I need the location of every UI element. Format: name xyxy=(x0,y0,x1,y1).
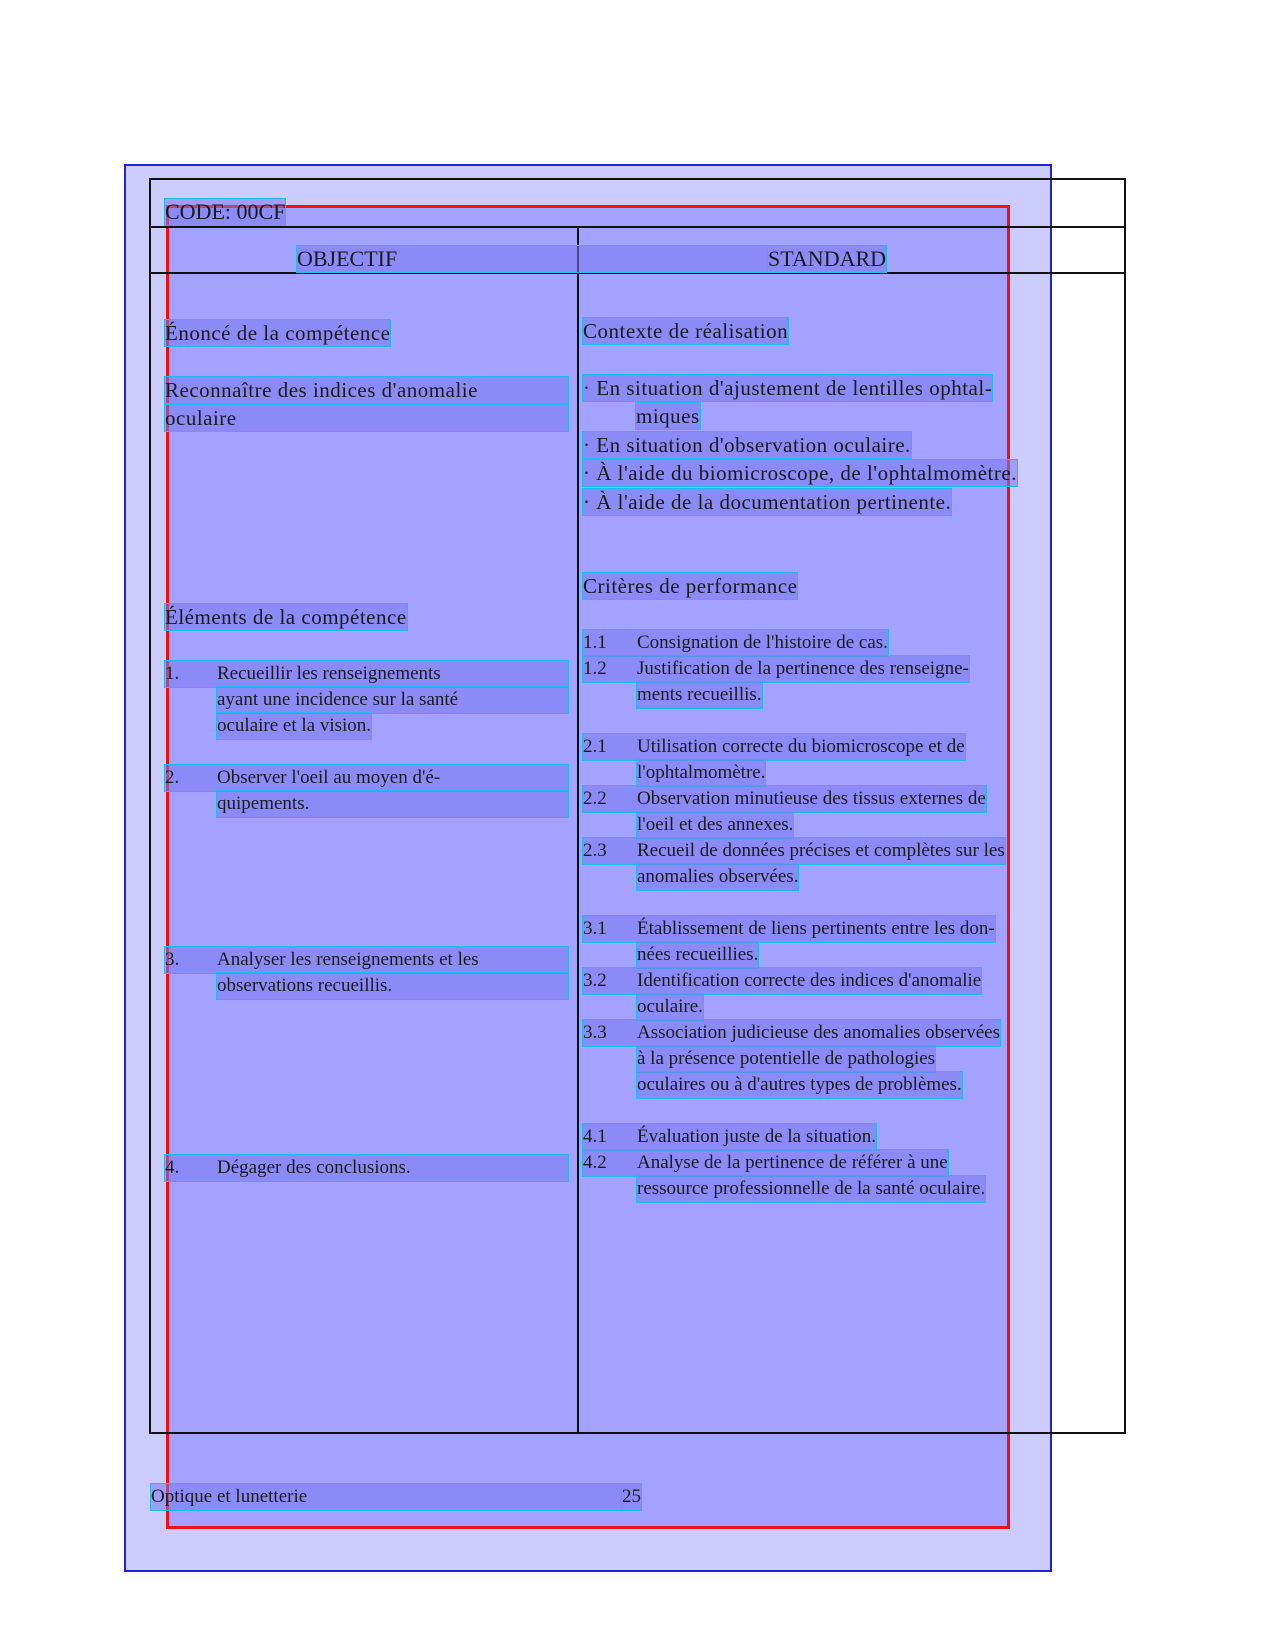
competence-line-2: oculaire xyxy=(165,405,568,431)
critere-number: 3.3 xyxy=(583,1022,607,1043)
objectif-label: OBJECTIF xyxy=(297,246,398,271)
critere-3-1 xyxy=(583,916,995,942)
element-number: 3. xyxy=(165,949,180,970)
element-2-line-2: quipements. xyxy=(217,791,568,817)
column-separator xyxy=(577,227,579,1432)
element-3-line-2: observations recueillis. xyxy=(217,973,568,999)
contexte-item-3: · À l'aide du biomicroscope, de l'ophtalmomètre. xyxy=(583,461,1017,485)
critere-text: Établissement de liens pertinents entre les don- xyxy=(637,918,995,939)
element-number: 2. xyxy=(165,767,180,788)
element-text: Analyser les renseignements et les xyxy=(217,949,479,970)
critere-text: Analyse de la pertinence de référer à une xyxy=(637,1152,948,1173)
column-header-objectif xyxy=(297,246,767,272)
element-number: 1. xyxy=(165,663,180,684)
element-text: Dégager des conclusions. xyxy=(217,1157,411,1178)
element-1-line-1 xyxy=(165,661,568,687)
critere-text: Association judicieuse des anomalies observées xyxy=(637,1022,1001,1043)
contexte-item-4: · À l'aide de la documentation pertinente. xyxy=(583,490,952,514)
critere-2-1-cont: l'ophtalmomètre. xyxy=(637,760,765,786)
critere-3-1-cont: nées recueillies. xyxy=(637,942,758,968)
critere-text: Identification correcte des indices d'anomalie xyxy=(637,970,982,991)
enonce-title: Énoncé de la compétence xyxy=(165,321,391,345)
critere-text: Recueil de données précises et complètes sur les xyxy=(637,840,1005,861)
element-4-line-1 xyxy=(165,1155,568,1181)
critere-number: 3.2 xyxy=(583,970,607,991)
contexte-item-1-cont: miques xyxy=(636,404,700,428)
critere-number: 4.2 xyxy=(583,1152,607,1173)
column-header-standard: STANDARD xyxy=(768,246,887,271)
element-3-line-1 xyxy=(165,947,568,973)
critere-3-2 xyxy=(583,968,981,994)
critere-1-2 xyxy=(583,656,969,682)
element-1-line-2: ayant une incidence sur la santé xyxy=(217,687,568,713)
critere-number: 1.2 xyxy=(583,658,607,679)
critere-3-3-cont-1: à la présence potentielle de pathologies xyxy=(637,1046,935,1072)
critere-text: Observation minutieuse des tissus externes de xyxy=(637,788,986,809)
competence-line-1: Reconnaître des indices d'anomalie xyxy=(165,377,568,403)
element-1-line-3: oculaire et la vision. xyxy=(217,713,371,739)
critere-number: 2.3 xyxy=(583,840,607,861)
critere-number: 4.1 xyxy=(583,1126,607,1147)
critere-number: 1.1 xyxy=(583,632,607,653)
critere-text: Utilisation correcte du biomicroscope et de xyxy=(637,736,965,757)
critere-2-1 xyxy=(583,734,965,760)
contexte-title: Contexte de réalisation xyxy=(583,319,789,343)
critere-3-3 xyxy=(583,1020,1000,1046)
contexte-item-2: · En situation d'observation oculaire. xyxy=(583,433,911,457)
footer-page-number: 25 xyxy=(622,1484,641,1510)
code-label: CODE: 00CF xyxy=(165,199,286,224)
element-text: Recueillir les renseignements xyxy=(217,663,441,684)
critere-3-2-cont: oculaire. xyxy=(637,994,703,1020)
elements-title: Éléments de la compétence xyxy=(165,605,407,629)
critere-1-1 xyxy=(583,630,888,656)
element-2-line-1 xyxy=(165,765,568,791)
critere-4-2 xyxy=(583,1150,948,1176)
criteres-title: Critères de performance xyxy=(583,574,798,598)
critere-number: 2.1 xyxy=(583,736,607,757)
critere-3-3-cont-2: oculaires ou à d'autres types de problèmes. xyxy=(637,1072,962,1098)
element-number: 4. xyxy=(165,1157,180,1178)
critere-2-3 xyxy=(583,838,1005,864)
critere-number: 2.2 xyxy=(583,788,607,809)
columns-divider xyxy=(151,272,1124,274)
critere-text: Justification de la pertinence des renseigne- xyxy=(637,658,969,679)
critere-1-2-cont: ments recueillis. xyxy=(637,682,762,708)
footer-program xyxy=(151,1484,621,1510)
critere-2-3-cont: anomalies observées. xyxy=(637,864,798,890)
critere-text: Évaluation juste de la situation. xyxy=(637,1126,877,1147)
critere-text: Consignation de l'histoire de cas. xyxy=(637,632,888,653)
critere-4-2-cont: ressource professionnelle de la santé oculaire. xyxy=(637,1176,985,1202)
critere-4-1 xyxy=(583,1124,876,1150)
footer-program-label: Optique et lunetterie xyxy=(151,1486,308,1507)
critere-2-2 xyxy=(583,786,986,812)
header-divider xyxy=(151,226,1124,228)
contexte-item-1: · En situation d'ajustement de lentilles ophtal- xyxy=(583,376,993,400)
critere-number: 3.1 xyxy=(583,918,607,939)
element-text: Observer l'oeil au moyen d'é- xyxy=(217,767,441,788)
critere-2-2-cont: l'oeil et des annexes. xyxy=(637,812,793,838)
